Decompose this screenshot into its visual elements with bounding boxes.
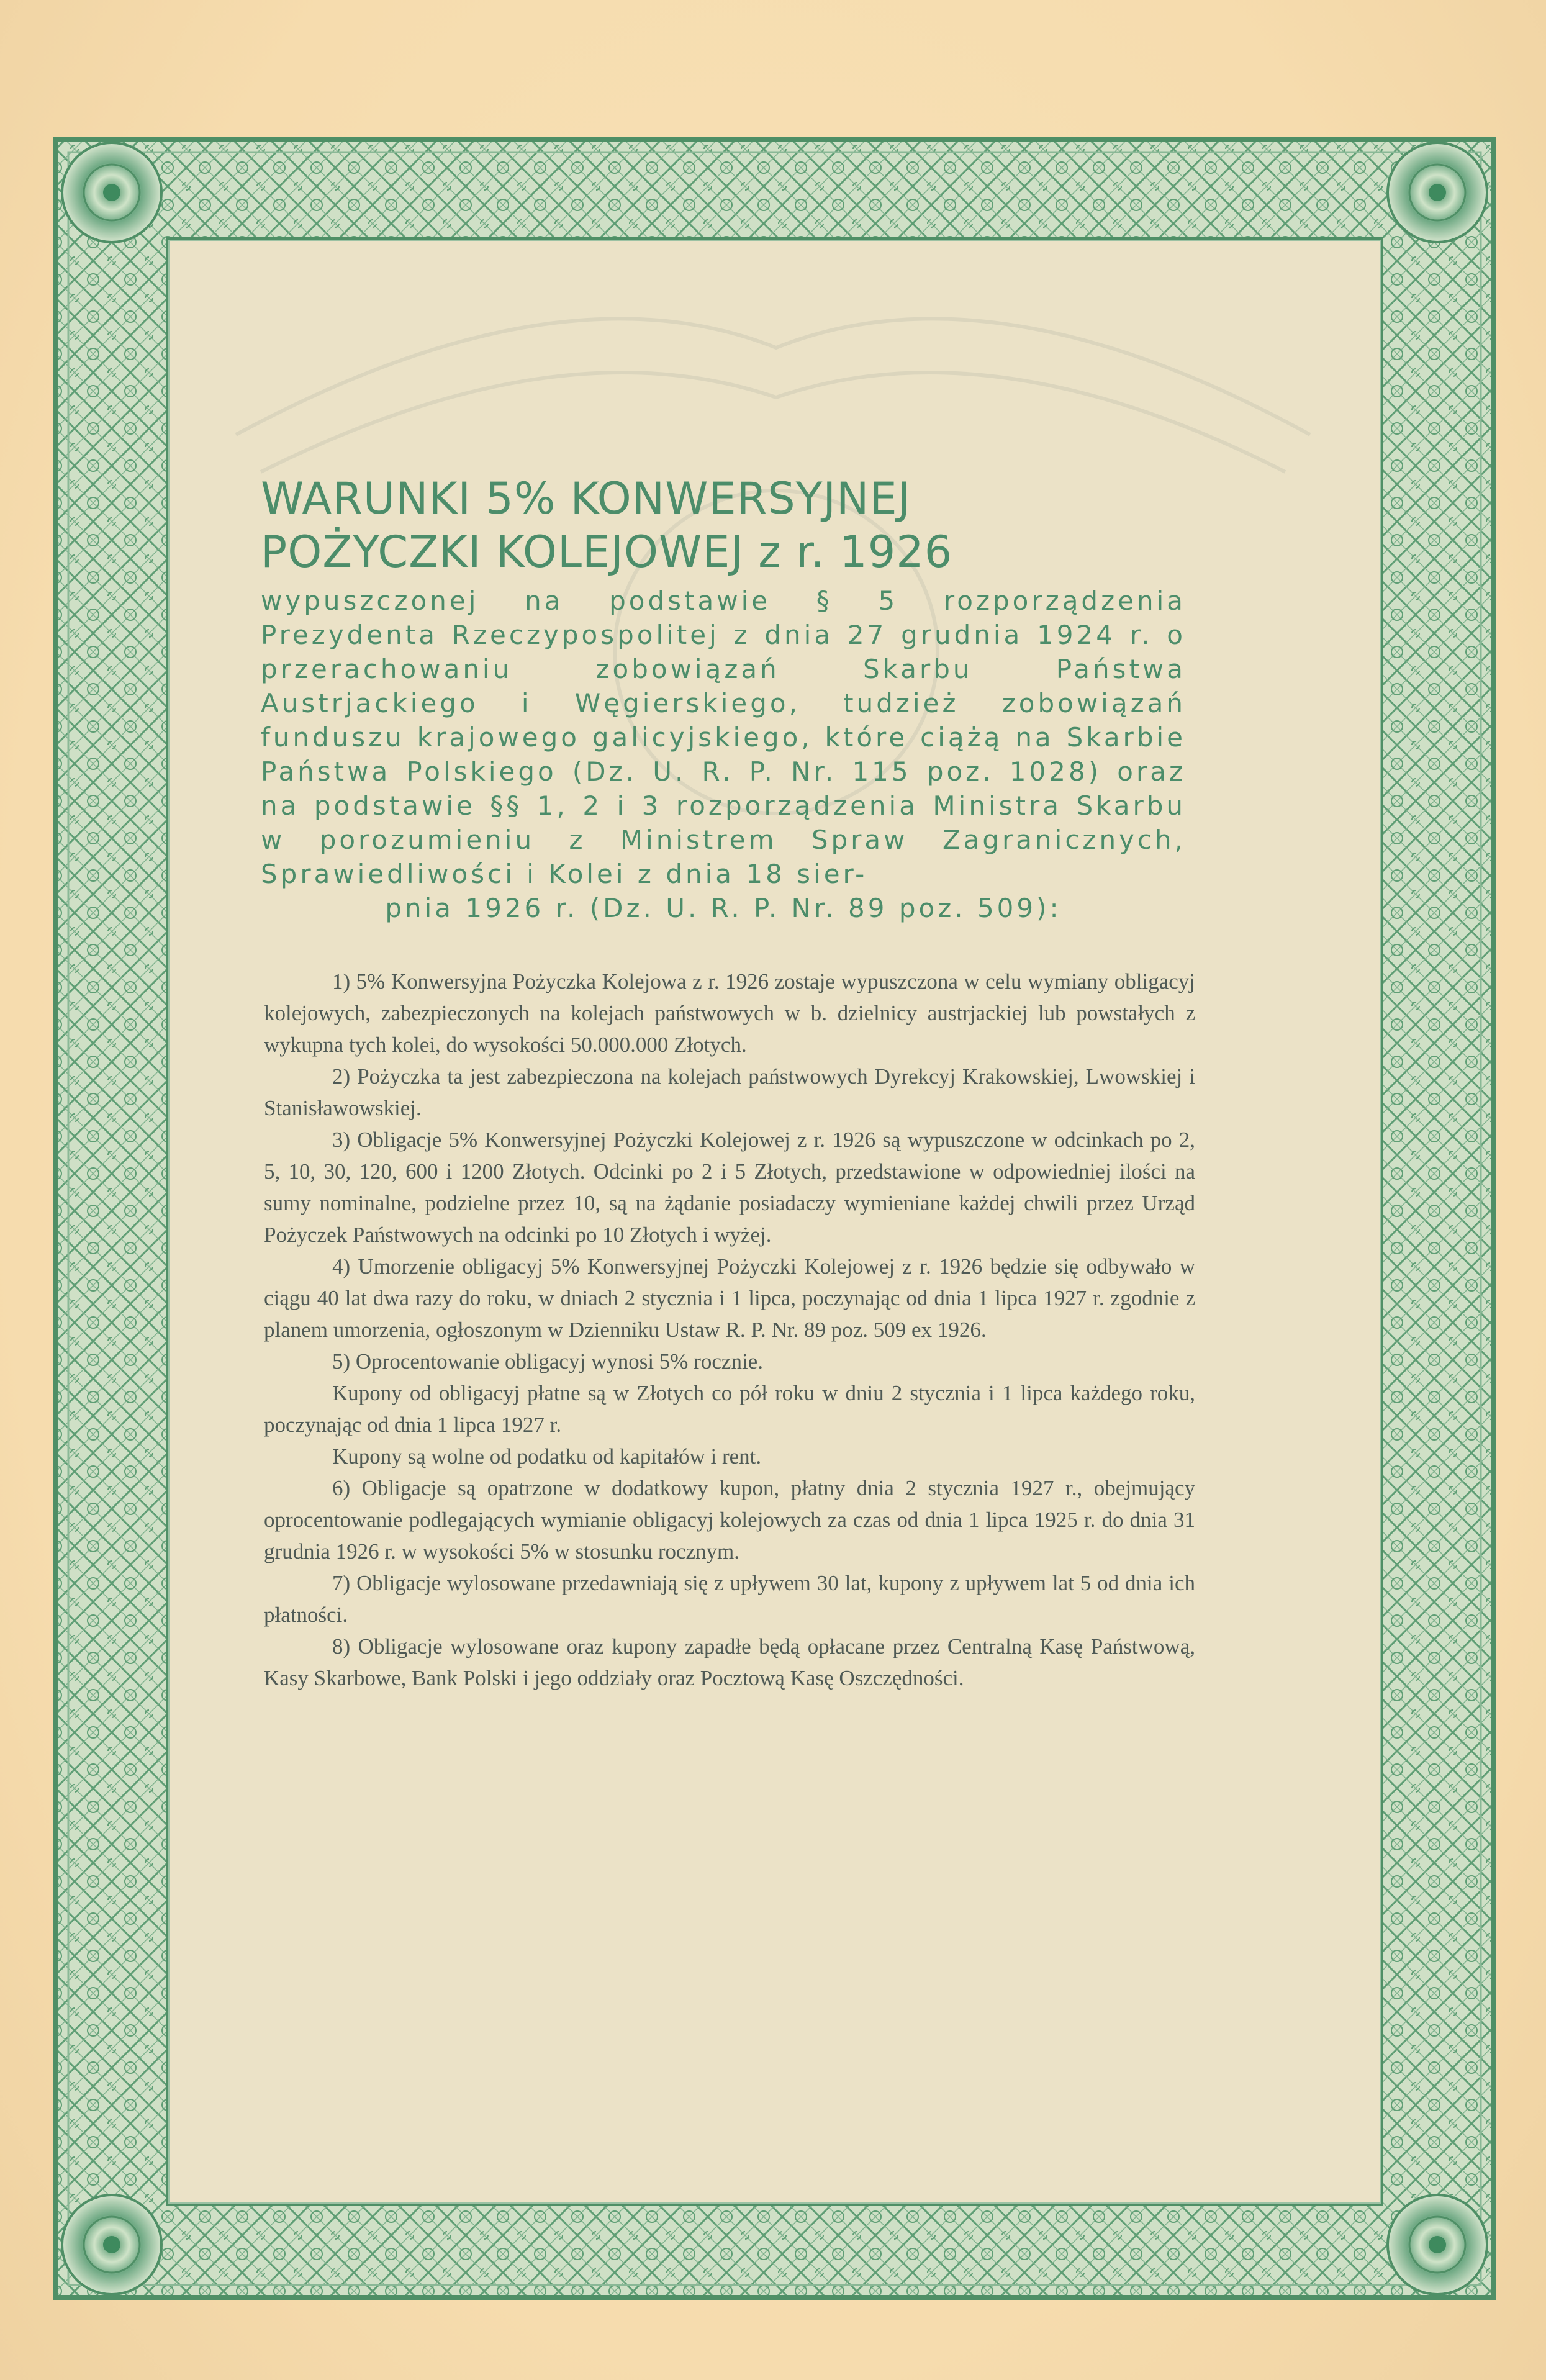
legal-basis-intro	[261, 584, 1186, 925]
corner-rosette-icon	[1388, 2195, 1487, 2294]
term-paragraph: Kupony są wolne od podatku od kapitałów i rent.	[332, 1444, 762, 1468]
intro-main-text: wypuszczonej na podstawie § 5 rozporządzenia Prezydenta Rzeczypospolitej z dnia 27 grudnia 1924 r. o przerachowaniu zobowiązań Skarbu Państwa Austrjackiego i Węgierskiego, tudzież zobowiązań funduszu krajowego galicyjskiego, które ciążą na Skarbie Państwa Polskiego (Dz. U. R. P. Nr. 115 poz. 1028) oraz na podstawie §§ 1, 2 i 3 rozporządzenia Ministra Skarbu w porozumieniu z Ministrem Spraw Zagranicznych, Sprawiedliwości i Kolei z dnia 18 sier-	[261, 586, 1186, 889]
term-paragraph: 1) 5% Konwersyjna Pożyczka Kolejowa z r. 1926 zostaje wypuszczona w celu wymiany obligacyj kolejowych, zabezpieczonych na kolejach państwowych w b. dzielnicy austrjackiej lub powstałych z wykupna tych kolei, do wysokości 50.000.000 Złotych.	[264, 969, 1195, 1057]
term-paragraph: 2) Pożyczka ta jest zabezpieczona na kolejach państwowych Dyrekcyj Krakowskiej, Lwowskiej i Stanisławowskiej.	[264, 1064, 1195, 1120]
corner-rosette-icon	[62, 2195, 161, 2294]
title-line-1: WARUNKI 5% KONWERSYJNEJ	[261, 473, 911, 524]
term-paragraph: 3) Obligacje 5% Konwersyjnej Pożyczki Kolejowej z r. 1926 są wypuszczone w odcinkach po 2, 5, 10, 30, 120, 600 i 1200 Złotych. Odcinki po 2 i 5 Złotych, przedstawione w odpowiedniej ilości na sumy nominalne, podzielne przez 10, są na żądanie posiadaczy wymieniane każdej chwili przez Urząd Pożyczek Państwowych na odcinki po 10 Złotych i wyżej.	[264, 1128, 1195, 1247]
loan-terms-list	[264, 966, 1195, 1694]
title-line-2: POŻYCZKI KOLEJOWEJ z r. 1926	[261, 527, 953, 577]
corner-rosette-icon	[62, 143, 161, 242]
intro-last-line: pnia 1926 r. (Dz. U. R. P. Nr. 89 poz. 509):	[385, 893, 1062, 923]
term-paragraph: 7) Obligacje wylosowane przedawniają się z upływem 30 lat, kupony z upływem lat 5 od dnia ich płatności.	[264, 1571, 1195, 1627]
term-paragraph: Kupony od obligacyj płatne są w Złotych co pół roku w dniu 2 stycznia i 1 lipca każdego roku, poczynając od dnia 1 lipca 1927 r.	[264, 1381, 1195, 1437]
document-title	[261, 472, 1186, 579]
conditions-heading-block	[261, 472, 1186, 925]
term-paragraph: 5) Oprocentowanie obligacyj wynosi 5% rocznie.	[332, 1349, 763, 1373]
term-paragraph: 6) Obligacje są opatrzone w dodatkowy kupon, płatny dnia 2 stycznia 1927 r., obejmujący oprocentowanie podlegających wymianie obligacyj kolejowych za czas od dnia 1 lipca 1925 r. do dnia 31 grudnia 1926 r. w wysokości 5% w stosunku rocznym.	[264, 1476, 1195, 1563]
term-paragraph: 8) Obligacje wylosowane oraz kupony zapadłe będą opłacane przez Centralną Kasę Państwową, Kasy Skarbowe, Bank Polski i jego oddziały oraz Pocztową Kasę Oszczędności.	[264, 1634, 1195, 1690]
corner-rosette-icon	[1388, 143, 1487, 242]
term-paragraph: 4) Umorzenie obligacyj 5% Konwersyjnej Pożyczki Kolejowej z r. 1926 będzie się odbywało w ciągu 40 lat dwa razy do roku, w dniach 2 stycznia i 1 lipca, poczynając od dnia 1 lipca 1927 r. zgodnie z planem umorzenia, ogłoszonym w Dzienniku Ustaw R. P. Nr. 89 poz. 509 ex 1926.	[264, 1254, 1195, 1342]
